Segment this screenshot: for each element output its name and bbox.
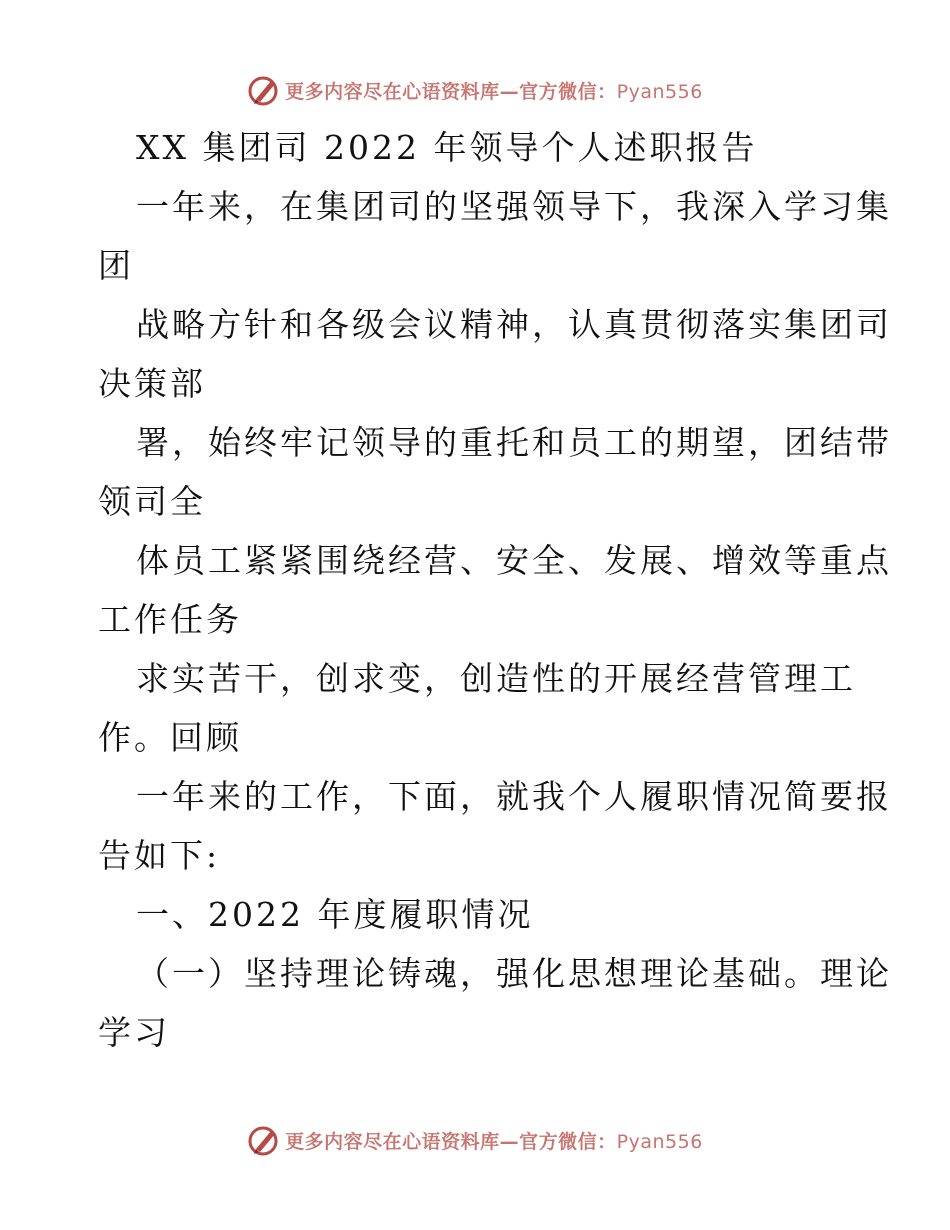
banner-label: 更多内容尽在心语资料库—官方微信： xyxy=(285,1130,617,1153)
paragraph-line: 体员工紧紧围绕经营、安全、发展、增效等重点 xyxy=(136,541,892,580)
banner-account: Pyan556 xyxy=(616,80,703,103)
paragraph-line: 战略方针和各级会议精神，认真贯彻落实集团司 xyxy=(136,305,892,344)
banner-text xyxy=(285,77,703,104)
paragraph-line: 一年来的工作，下面，就我个人履职情况简要报 xyxy=(136,777,892,816)
header-banner xyxy=(0,72,950,108)
subsection-heading: （一）坚持理论铸魂，强化思想理论基础。理论 xyxy=(136,954,892,993)
banner-text xyxy=(285,1127,703,1154)
footer-banner xyxy=(0,1122,950,1158)
paragraph-line: 告如下: xyxy=(98,836,221,875)
paragraph-line: 领司全 xyxy=(98,482,206,521)
paragraph-line: 作。回顾 xyxy=(98,718,242,757)
document-body xyxy=(98,118,892,1062)
pen-logo-icon xyxy=(247,73,281,107)
paragraph-line: 求实苦干，创求变，创造性的开展经营管理工 xyxy=(136,659,856,698)
paragraph-line: 署，始终牢记领导的重托和员工的期望，团结带 xyxy=(136,423,892,462)
paragraph-line: 团 xyxy=(98,246,134,285)
paragraph-line: 学习 xyxy=(98,1013,170,1052)
section-heading: 一、2022 年度履职情况 xyxy=(136,895,534,934)
paragraph-line: 一年来，在集团司的坚强领导下，我深入学习集 xyxy=(136,187,892,226)
pen-logo-icon xyxy=(247,1123,281,1157)
paragraph-line: 工作任务 xyxy=(98,600,242,639)
document-title: XX 集团司 2022 年领导个人述职报告 xyxy=(136,128,758,167)
paragraph-line: 决策部 xyxy=(98,364,206,403)
banner-label: 更多内容尽在心语资料库—官方微信： xyxy=(285,80,617,103)
banner-account: Pyan556 xyxy=(616,1130,703,1153)
